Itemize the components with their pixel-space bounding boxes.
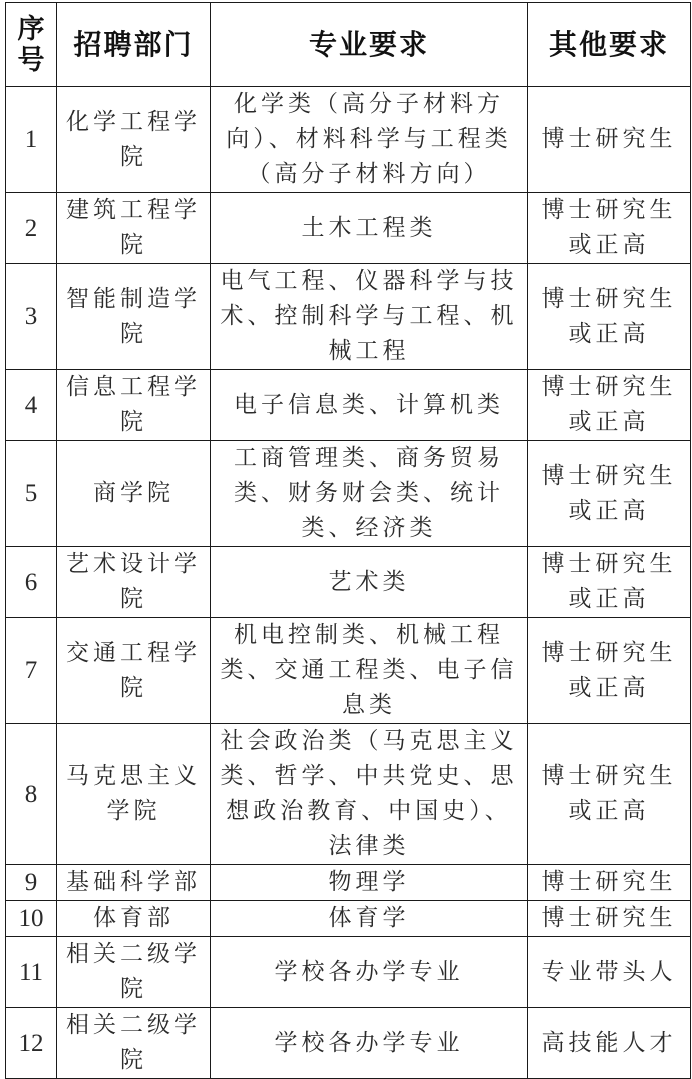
row-major: 电子信息类、计算机类 <box>211 370 528 441</box>
header-dept: 招聘部门 <box>57 3 211 87</box>
row-major: 社会政治类（马克思主义类、哲学、中共党史、思想政治教育、中国史）、法律类 <box>211 724 528 865</box>
row-other: 博士研究生或正高 <box>528 370 691 441</box>
row-num: 6 <box>6 547 57 618</box>
row-major: 电气工程、仪器科学与技术、控制科学与工程、机械工程 <box>211 264 528 370</box>
row-major: 体育学 <box>211 901 528 937</box>
table-row <box>6 937 691 1008</box>
row-other: 博士研究生或正高 <box>528 264 691 370</box>
row-dept: 智能制造学院 <box>57 264 211 370</box>
table-row <box>6 87 691 193</box>
row-major: 工商管理类、商务贸易类、财务财会类、统计类、经济类 <box>211 441 528 547</box>
row-major: 学校各办学专业 <box>211 1008 528 1079</box>
row-major: 物理学 <box>211 865 528 901</box>
row-other: 专业带头人 <box>528 937 691 1008</box>
table-row <box>6 1008 691 1079</box>
table-row <box>6 865 691 901</box>
header-other: 其他要求 <box>528 3 691 87</box>
table-row <box>6 901 691 937</box>
row-num: 7 <box>6 618 57 724</box>
header-row <box>6 3 691 87</box>
row-other: 博士研究生或正高 <box>528 193 691 264</box>
table-row <box>6 618 691 724</box>
table-row <box>6 547 691 618</box>
row-dept: 基础科学部 <box>57 865 211 901</box>
row-num: 10 <box>6 901 57 937</box>
row-num: 11 <box>6 937 57 1008</box>
table-row <box>6 264 691 370</box>
table-row <box>6 724 691 865</box>
row-num: 4 <box>6 370 57 441</box>
row-other: 博士研究生或正高 <box>528 724 691 865</box>
row-dept: 相关二级学院 <box>57 1008 211 1079</box>
row-other: 博士研究生或正高 <box>528 441 691 547</box>
row-num: 9 <box>6 865 57 901</box>
row-num: 1 <box>6 87 57 193</box>
row-major: 土木工程类 <box>211 193 528 264</box>
header-major: 专业要求 <box>211 3 528 87</box>
header-num: 序号 <box>6 3 57 87</box>
table-row <box>6 441 691 547</box>
row-num: 5 <box>6 441 57 547</box>
row-num: 8 <box>6 724 57 865</box>
row-other: 博士研究生或正高 <box>528 618 691 724</box>
row-dept: 艺术设计学院 <box>57 547 211 618</box>
row-major: 艺术类 <box>211 547 528 618</box>
row-dept: 化学工程学院 <box>57 87 211 193</box>
row-major: 机电控制类、机械工程类、交通工程类、电子信息类 <box>211 618 528 724</box>
row-other: 博士研究生或正高 <box>528 547 691 618</box>
row-dept: 体育部 <box>57 901 211 937</box>
table-row <box>6 193 691 264</box>
row-dept: 商学院 <box>57 441 211 547</box>
row-other: 高技能人才 <box>528 1008 691 1079</box>
row-major: 学校各办学专业 <box>211 937 528 1008</box>
row-dept: 建筑工程学院 <box>57 193 211 264</box>
row-dept: 信息工程学院 <box>57 370 211 441</box>
row-dept: 相关二级学院 <box>57 937 211 1008</box>
row-other: 博士研究生 <box>528 865 691 901</box>
table-row <box>6 370 691 441</box>
recruitment-table <box>5 2 691 1079</box>
row-other: 博士研究生 <box>528 87 691 193</box>
row-num: 3 <box>6 264 57 370</box>
row-num: 12 <box>6 1008 57 1079</box>
row-dept: 交通工程学院 <box>57 618 211 724</box>
row-dept: 马克思主义学院 <box>57 724 211 865</box>
row-major: 化学类（高分子材料方向）、材料科学与工程类（高分子材料方向） <box>211 87 528 193</box>
row-other: 博士研究生 <box>528 901 691 937</box>
row-num: 2 <box>6 193 57 264</box>
